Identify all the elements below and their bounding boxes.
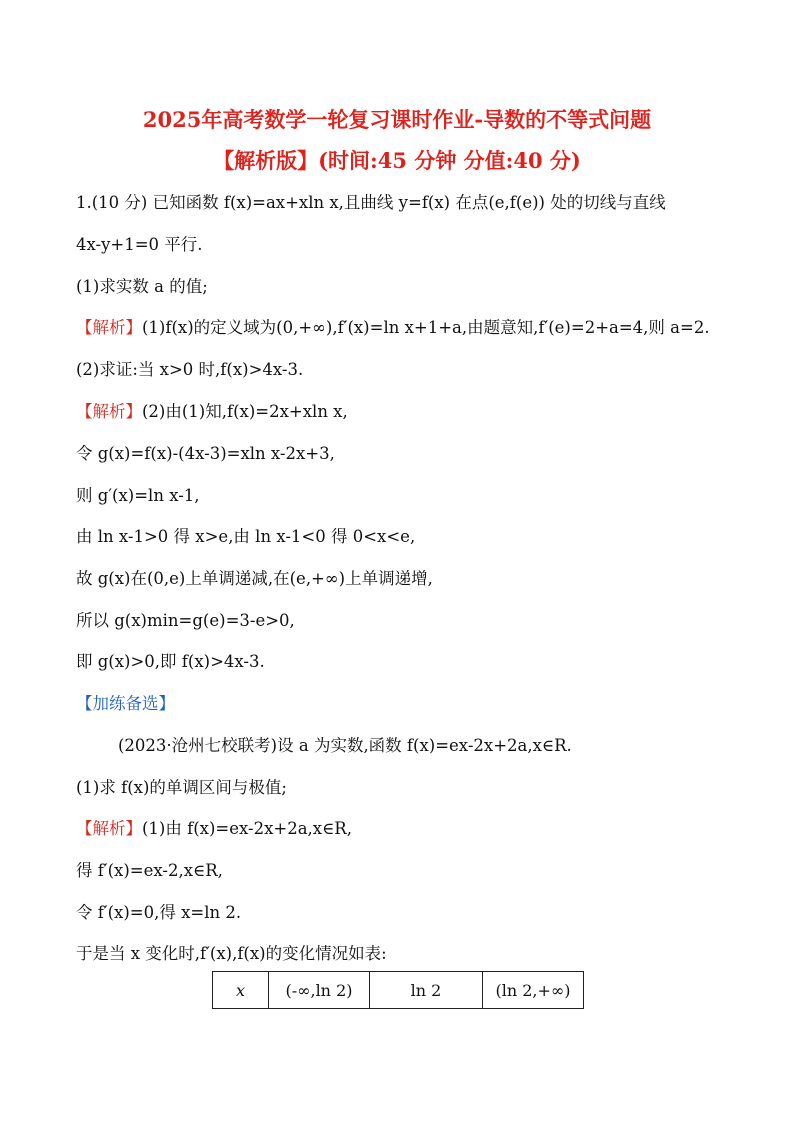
solution-line-1	[76, 314, 710, 338]
practice-solution-line-2: 得 f′(x)=ex-2,x∈R,	[76, 861, 223, 880]
problem-statement: 1.(10 分) 已知函数 f(x)=ax+xln x,且曲线 y=f(x) 在点(e,f(e)) 处的切线与直线	[76, 193, 666, 212]
table-cell: (ln 2,+∞)	[483, 972, 584, 1009]
analysis-tag: 【解析】	[76, 819, 142, 838]
practice-sub-question-1: (1)求 f(x)的单调区间与极值;	[76, 778, 287, 797]
solution-line-3: 令 g(x)=f(x)-(4x-3)=xln x-2x+3,	[76, 444, 335, 463]
practice-solution-line-1	[76, 815, 352, 839]
doc-title-line1: 2025年高考数学一轮复习课时作业-导数的不等式问题	[142, 107, 652, 132]
solution-line-4: 则 g′(x)=ln x-1,	[76, 486, 200, 505]
solution-line-8: 即 g(x)>0,即 f(x)>4x-3.	[76, 652, 265, 671]
variation-table	[212, 971, 584, 1009]
practice-solution-line-3: 令 f′(x)=0,得 x=ln 2.	[76, 903, 242, 922]
solution-line-7: 所以 g(x)min=g(e)=3-e>0,	[76, 611, 295, 630]
solution-line-2	[76, 398, 348, 422]
solution-line-5: 由 ln x-1>0 得 x>e,由 ln x-1<0 得 0<x<e,	[76, 527, 416, 546]
problem-statement-cont: 4x-y+1=0 平行.	[76, 235, 203, 254]
practice-solution-line-4: 于是当 x 变化时,f′(x),f(x)的变化情况如表:	[76, 944, 387, 963]
analysis-tag: 【解析】	[76, 402, 142, 421]
analysis-tag: 【解析】	[76, 318, 142, 337]
practice-tag: 【加练备选】	[76, 694, 175, 713]
sub-question-1: (1)求实数 a 的值;	[76, 277, 208, 296]
solution-text: (1)由 f(x)=ex-2x+2a,x∈R,	[142, 819, 352, 838]
sub-question-2: (2)求证:当 x>0 时,f(x)>4x-3.	[76, 360, 304, 379]
solution-text: (2)由(1)知,f(x)=2x+xln x,	[142, 402, 348, 421]
table-cell: (-∞,ln 2)	[269, 972, 370, 1009]
table-cell: ln 2	[370, 972, 483, 1009]
solution-text: (1)f(x)的定义域为(0,+∞),f′(x)=ln x+1+a,由题意知,f′(e)=2+a=4,则 a=2.	[142, 318, 710, 337]
practice-statement: (2023·沧州七校联考)设 a 为实数,函数 f(x)=ex-2x+2a,x∈R.	[118, 736, 572, 755]
solution-line-6: 故 g(x)在(0,e)上单调递减,在(e,+∞)上单调递增,	[76, 569, 433, 588]
table-cell: x	[213, 972, 269, 1009]
practice-header	[76, 690, 175, 714]
doc-title-line2: 【解析版】(时间:45 分钟 分值:40 分)	[213, 148, 581, 173]
table-row	[213, 972, 584, 1009]
